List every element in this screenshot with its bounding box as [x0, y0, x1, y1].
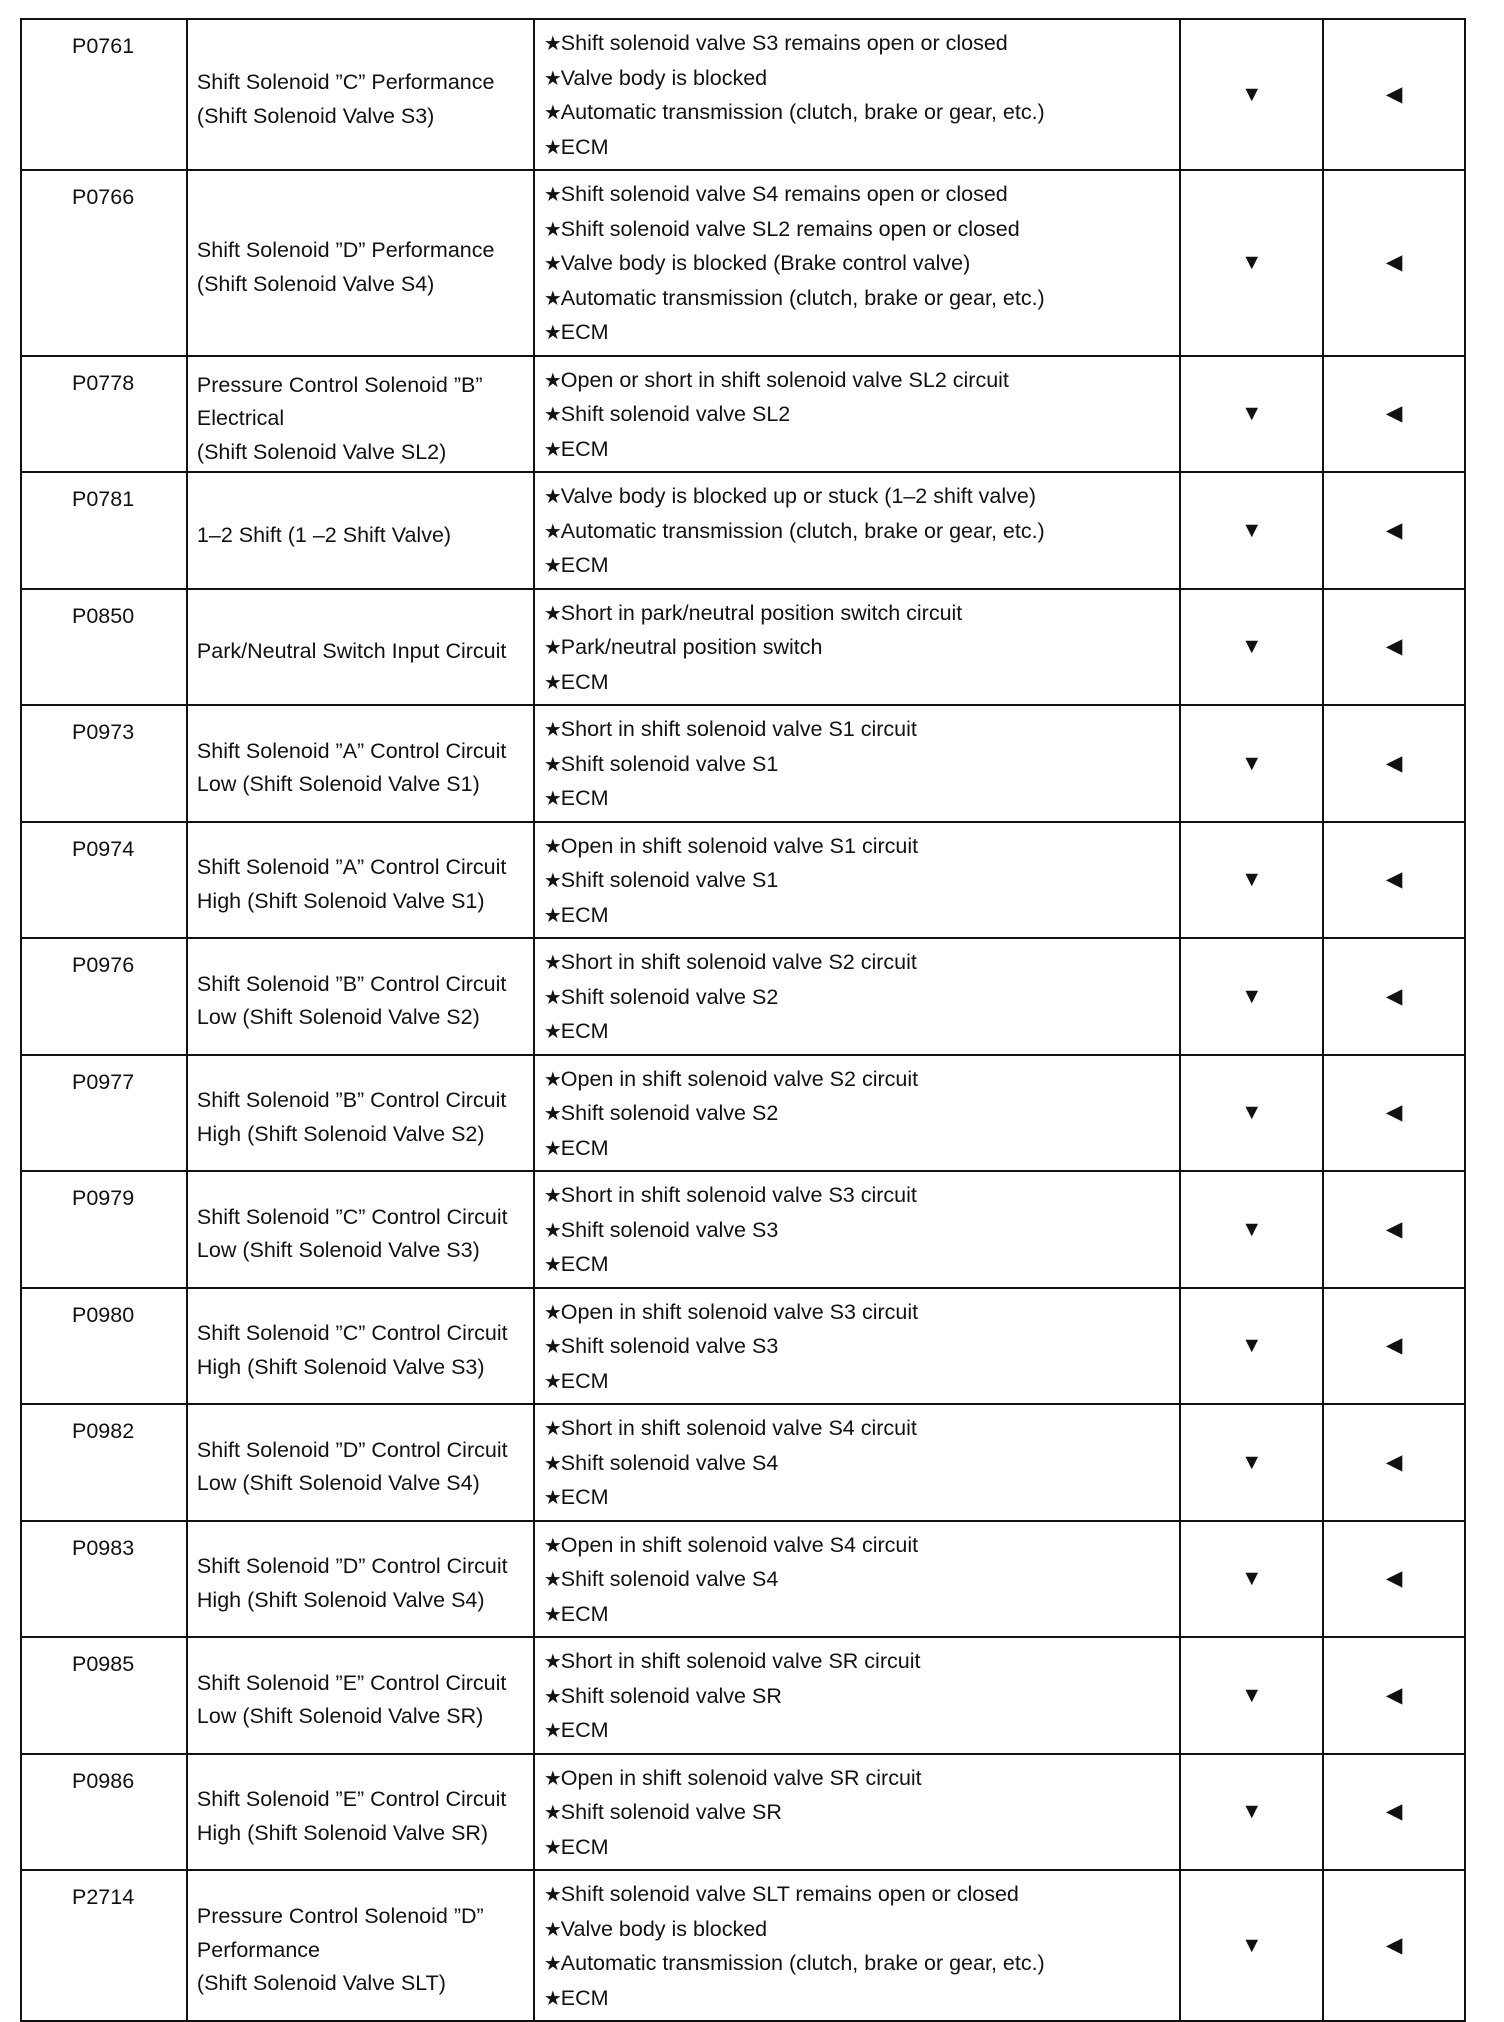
down-triangle-icon: ▼ [1180, 705, 1323, 822]
trouble-area-item [544, 515, 1174, 550]
star-icon: ★ [543, 555, 558, 577]
star-icon: ★ [543, 253, 558, 275]
star-icon: ★ [543, 1185, 558, 1207]
trouble-area-item [544, 631, 1174, 666]
left-triangle-icon: ◀ [1323, 1754, 1465, 1871]
star-icon: ★ [543, 1569, 558, 1591]
trouble-area-item [544, 549, 1174, 584]
star-icon: ★ [543, 1254, 558, 1276]
star-icon: ★ [543, 33, 558, 55]
star-icon: ★ [543, 102, 558, 124]
trouble-area-text: Automatic transmission (clutch, brake or gear, etc.) [560, 100, 1045, 124]
trouble-area [534, 589, 1181, 706]
trouble-area-text: Shift solenoid valve SR [560, 1800, 782, 1824]
dtc-code: P0979 [21, 1171, 187, 1288]
detection-item-line: Pressure Control Solenoid ”B” [196, 372, 483, 397]
star-icon: ★ [543, 1137, 558, 1160]
trouble-area-item [544, 830, 1174, 865]
left-triangle-icon: ◀ [1323, 1288, 1465, 1405]
trouble-area [534, 1171, 1181, 1288]
star-icon: ★ [543, 1720, 558, 1742]
trouble-area [534, 1754, 1181, 1871]
star-icon: ★ [543, 1534, 558, 1557]
trouble-area-text: Shift solenoid valve S1 [560, 868, 779, 892]
trouble-area-item [544, 748, 1174, 783]
trouble-area-text: ECM [560, 320, 609, 344]
left-triangle-icon: ◀ [1323, 822, 1465, 939]
detection-item-line: Shift Solenoid ”A” Control Circuit [196, 855, 507, 880]
down-triangle-icon: ▼ [1180, 1404, 1323, 1521]
trouble-area-text: Short in shift solenoid valve S4 circuit [560, 1416, 917, 1440]
star-icon: ★ [543, 1918, 558, 1941]
left-triangle-icon: ◀ [1323, 170, 1465, 356]
star-icon: ★ [543, 404, 558, 426]
trouble-area-item [544, 62, 1174, 97]
dtc-code: P0974 [21, 822, 187, 939]
trouble-area-text: ECM [560, 134, 609, 159]
detection-item [187, 472, 534, 589]
star-icon: ★ [543, 1487, 558, 1509]
trouble-area-item [544, 1015, 1174, 1050]
trouble-area-item [544, 597, 1174, 632]
trouble-area-text: Automatic transmission (clutch, brake or gear, etc.) [560, 1951, 1045, 1975]
trouble-area-text: Open in shift solenoid valve S4 circuit [560, 1532, 919, 1557]
trouble-area-text: ECM [560, 553, 609, 577]
trouble-area-text: ECM [560, 1019, 609, 1043]
detection-item-line: 1–2 Shift (1 –2 Shift Valve) [196, 522, 452, 547]
trouble-area-item [544, 1831, 1174, 1866]
trouble-area-item [544, 1947, 1174, 1982]
table-row [21, 170, 1465, 356]
trouble-area-text: ECM [560, 1135, 609, 1160]
detection-item-line: Low (Shift Solenoid Valve S1) [196, 772, 480, 797]
dtc-code: P0977 [21, 1055, 187, 1172]
trouble-area-text: Short in shift solenoid valve S1 circuit [560, 717, 917, 741]
star-icon: ★ [543, 719, 558, 741]
detection-item [187, 1404, 534, 1521]
trouble-area-text: Shift solenoid valve S2 [560, 984, 779, 1009]
detection-item-line: High (Shift Solenoid Valve S1) [196, 888, 485, 913]
detection-item-line: High (Shift Solenoid Valve S3) [196, 1354, 485, 1379]
detection-item [187, 19, 534, 170]
trouble-area-item [544, 131, 1174, 166]
detection-item-line: Shift Solenoid ”E” Control Circuit [196, 1670, 507, 1695]
star-icon: ★ [543, 952, 558, 974]
trouble-area-item [544, 1796, 1174, 1831]
detection-item [187, 705, 534, 822]
detection-item [187, 170, 534, 356]
trouble-area-item [544, 27, 1174, 62]
table-row [21, 1288, 1465, 1405]
trouble-area-item [544, 1179, 1174, 1214]
detection-item-line: Shift Solenoid ”D” Performance [196, 238, 495, 263]
star-icon: ★ [543, 486, 558, 508]
star-icon: ★ [543, 1953, 558, 1975]
star-icon: ★ [543, 1884, 558, 1906]
detection-item-line: Shift Solenoid ”B” Control Circuit [196, 1088, 507, 1113]
trouble-area-text: Automatic transmission (clutch, brake or gear, etc.) [560, 518, 1045, 543]
trouble-area-item [544, 713, 1174, 748]
star-icon: ★ [543, 1370, 558, 1393]
down-triangle-icon: ▼ [1180, 1870, 1323, 2021]
down-triangle-icon: ▼ [1180, 1288, 1323, 1405]
trouble-area-item [544, 316, 1174, 351]
detection-item [187, 1754, 534, 1871]
star-icon: ★ [543, 637, 558, 659]
trouble-area-text: Valve body is blocked [560, 1916, 768, 1941]
star-icon: ★ [543, 602, 558, 625]
detection-item [187, 1521, 534, 1638]
trouble-area-item [544, 1248, 1174, 1283]
star-icon: ★ [543, 1452, 558, 1475]
trouble-area-item [544, 1680, 1174, 1715]
table-row [21, 356, 1465, 473]
left-triangle-icon: ◀ [1323, 19, 1465, 170]
detection-item-line: Performance [196, 1937, 320, 1962]
trouble-area-item [544, 1563, 1174, 1598]
trouble-area-text: Shift solenoid valve S1 [560, 751, 779, 776]
dtc-table [20, 18, 1466, 2022]
trouble-area [534, 1637, 1181, 1754]
table-row [21, 938, 1465, 1055]
star-icon: ★ [543, 136, 558, 159]
table-row [21, 1055, 1465, 1172]
table-row [21, 589, 1465, 706]
detection-item-line: Low (Shift Solenoid Valve S3) [196, 1238, 480, 1263]
trouble-area [534, 1055, 1181, 1172]
detection-item [187, 1171, 534, 1288]
trouble-area-item [544, 1714, 1174, 1749]
left-triangle-icon: ◀ [1323, 705, 1465, 822]
trouble-area-item [544, 1598, 1174, 1633]
detection-item-line: High (Shift Solenoid Valve S4) [196, 1587, 485, 1612]
trouble-area-text: ECM [560, 1368, 609, 1393]
star-icon: ★ [543, 1603, 558, 1626]
trouble-area-text: Shift solenoid valve SR [560, 1683, 782, 1708]
detection-item [187, 589, 534, 706]
trouble-area-text: Shift solenoid valve SLT remains open or closed [560, 1882, 1019, 1906]
trouble-area [534, 1870, 1181, 2021]
trouble-area-item [544, 1214, 1174, 1249]
table-row [21, 1870, 1465, 2021]
trouble-area-item [544, 981, 1174, 1016]
trouble-area-item [544, 1645, 1174, 1680]
trouble-area-text: Valve body is blocked up or stuck (1–2 shift valve) [560, 484, 1036, 508]
trouble-area [534, 1521, 1181, 1638]
detection-item-line: High (Shift Solenoid Valve S2) [196, 1121, 485, 1146]
detection-item-line: High (Shift Solenoid Valve SR) [196, 1820, 489, 1845]
dtc-code: P0980 [21, 1288, 187, 1405]
trouble-area-item [544, 1097, 1174, 1132]
trouble-area-item [544, 1762, 1174, 1797]
trouble-area-text: Shift solenoid valve S3 [560, 1217, 779, 1242]
detection-item [187, 1870, 534, 2021]
trouble-area [534, 705, 1181, 822]
detection-item-line: (Shift Solenoid Valve SLT) [196, 1971, 446, 1996]
star-icon: ★ [543, 1685, 558, 1708]
trouble-area-text: ECM [560, 786, 609, 810]
detection-item-line: Shift Solenoid ”E” Control Circuit [196, 1787, 507, 1812]
down-triangle-icon: ▼ [1180, 170, 1323, 356]
trouble-area-text: Park/neutral position switch [560, 635, 823, 659]
detection-item-line: Low (Shift Solenoid Valve S4) [196, 1471, 480, 1496]
trouble-area-item [544, 1913, 1174, 1948]
table-row [21, 472, 1465, 589]
trouble-area-text: ECM [560, 1718, 609, 1742]
star-icon: ★ [543, 520, 558, 543]
star-icon: ★ [543, 438, 558, 461]
trouble-area-item [544, 1529, 1174, 1564]
table-row [21, 1171, 1465, 1288]
trouble-area [534, 356, 1181, 473]
dtc-code: P0766 [21, 170, 187, 356]
trouble-area-text: Shift solenoid valve S3 [560, 1334, 779, 1358]
star-icon: ★ [543, 788, 558, 810]
trouble-area-text: Valve body is blocked [560, 65, 768, 90]
trouble-area-text: Shift solenoid valve SL2 remains open or closed [560, 216, 1020, 241]
trouble-area-item [544, 1063, 1174, 1098]
star-icon: ★ [543, 1103, 558, 1125]
dtc-code: P0985 [21, 1637, 187, 1754]
trouble-area-item [544, 1330, 1174, 1365]
table-row [21, 822, 1465, 939]
star-icon: ★ [543, 67, 558, 90]
down-triangle-icon: ▼ [1180, 589, 1323, 706]
detection-item [187, 1055, 534, 1172]
trouble-area-text: Shift solenoid valve S4 [560, 1450, 779, 1475]
trouble-area-item [544, 364, 1174, 399]
star-icon: ★ [543, 1418, 558, 1440]
detection-item-line: Pressure Control Solenoid ”D” [196, 1904, 484, 1929]
trouble-area-text: ECM [560, 1485, 609, 1509]
trouble-area [534, 1404, 1181, 1521]
trouble-area-text: Shift solenoid valve SL2 [560, 402, 791, 426]
trouble-area-text: Shift solenoid valve S3 remains open or closed [560, 31, 1008, 55]
trouble-area [534, 472, 1181, 589]
down-triangle-icon: ▼ [1180, 1521, 1323, 1638]
trouble-area-item [544, 864, 1174, 899]
trouble-area-text: Open or short in shift solenoid valve SL2 circuit [560, 367, 1009, 392]
trouble-area-item [544, 1447, 1174, 1482]
left-triangle-icon: ◀ [1323, 1870, 1465, 2021]
dtc-code: P0781 [21, 472, 187, 589]
dtc-table-body [21, 19, 1465, 2021]
trouble-area-text: Short in shift solenoid valve S3 circuit [560, 1183, 917, 1207]
trouble-area-text: ECM [560, 1252, 609, 1276]
trouble-area-text: Shift solenoid valve S2 [560, 1101, 779, 1125]
dtc-code: P0850 [21, 589, 187, 706]
trouble-area-text: Automatic transmission (clutch, brake or gear, etc.) [560, 285, 1045, 310]
trouble-area-item [544, 1296, 1174, 1331]
table-row [21, 1637, 1465, 1754]
dtc-code: P0778 [21, 356, 187, 473]
table-row [21, 1404, 1465, 1521]
table-row [21, 1754, 1465, 1871]
star-icon: ★ [543, 671, 558, 694]
trouble-area-text: Valve body is blocked (Brake control valve) [560, 251, 971, 275]
detection-item [187, 938, 534, 1055]
trouble-area-item [544, 398, 1174, 433]
down-triangle-icon: ▼ [1180, 1754, 1323, 1871]
trouble-area-text: Shift solenoid valve S4 [560, 1567, 779, 1591]
star-icon: ★ [543, 1219, 558, 1242]
dtc-code: P0973 [21, 705, 187, 822]
star-icon: ★ [543, 184, 558, 206]
trouble-area-text: Open in shift solenoid valve SR circuit [560, 1765, 922, 1790]
trouble-area-item [544, 247, 1174, 282]
down-triangle-icon: ▼ [1180, 822, 1323, 939]
star-icon: ★ [543, 1802, 558, 1824]
trouble-area-text: ECM [560, 1601, 609, 1626]
trouble-area [534, 170, 1181, 356]
left-triangle-icon: ◀ [1323, 1171, 1465, 1288]
left-triangle-icon: ◀ [1323, 1055, 1465, 1172]
star-icon: ★ [543, 835, 558, 858]
trouble-area-item [544, 213, 1174, 248]
down-triangle-icon: ▼ [1180, 19, 1323, 170]
left-triangle-icon: ◀ [1323, 356, 1465, 473]
trouble-area [534, 1288, 1181, 1405]
detection-item [187, 822, 534, 939]
down-triangle-icon: ▼ [1180, 1171, 1323, 1288]
trouble-area-item [544, 433, 1174, 468]
left-triangle-icon: ◀ [1323, 589, 1465, 706]
table-row [21, 1521, 1465, 1638]
trouble-area-item [544, 480, 1174, 515]
trouble-area-item [544, 899, 1174, 934]
star-icon: ★ [543, 904, 558, 927]
table-row [21, 705, 1465, 822]
trouble-area-text: Short in shift solenoid valve SR circuit [560, 1649, 921, 1673]
detection-item [187, 1288, 534, 1405]
detection-item-line: Electrical [196, 406, 285, 430]
trouble-area-item [544, 96, 1174, 131]
detection-item [187, 1637, 534, 1754]
down-triangle-icon: ▼ [1180, 356, 1323, 473]
down-triangle-icon: ▼ [1180, 472, 1323, 589]
dtc-code: P0976 [21, 938, 187, 1055]
detection-item [187, 356, 534, 473]
trouble-area [534, 19, 1181, 170]
detection-item-line: Shift Solenoid ”C” Control Circuit [196, 1204, 508, 1229]
detection-item-line: (Shift Solenoid Valve S3) [196, 103, 435, 128]
trouble-area-text: Short in park/neutral position switch circuit [560, 600, 963, 625]
star-icon: ★ [543, 986, 558, 1009]
trouble-area-item [544, 1878, 1174, 1913]
left-triangle-icon: ◀ [1323, 472, 1465, 589]
detection-item-line: Shift Solenoid ”C” Performance [196, 70, 495, 94]
trouble-area [534, 822, 1181, 939]
dtc-code: P0982 [21, 1404, 187, 1521]
dtc-code: P0986 [21, 1754, 187, 1871]
left-triangle-icon: ◀ [1323, 1637, 1465, 1754]
trouble-area-text: Open in shift solenoid valve S2 circuit [560, 1066, 919, 1091]
trouble-area-item [544, 666, 1174, 701]
star-icon: ★ [543, 1987, 558, 2010]
trouble-area-item [544, 282, 1174, 317]
trouble-area-text: Short in shift solenoid valve S2 circuit [560, 950, 917, 974]
trouble-area-text: Open in shift solenoid valve S1 circuit [560, 833, 919, 858]
detection-item-line: Park/Neutral Switch Input Circuit [196, 639, 507, 663]
detection-item-line: (Shift Solenoid Valve S4) [196, 271, 435, 296]
down-triangle-icon: ▼ [1180, 1055, 1323, 1172]
trouble-area [534, 938, 1181, 1055]
trouble-area-text: ECM [560, 1834, 609, 1859]
trouble-area-text: Open in shift solenoid valve S3 circuit [560, 1299, 919, 1324]
star-icon: ★ [543, 1767, 558, 1790]
star-icon: ★ [543, 369, 558, 392]
dtc-code: P0761 [21, 19, 187, 170]
star-icon: ★ [543, 1068, 558, 1091]
trouble-area-text: Shift solenoid valve S4 remains open or closed [560, 182, 1008, 206]
trouble-area-text: ECM [560, 436, 609, 461]
star-icon: ★ [543, 1336, 558, 1358]
dtc-code: P0983 [21, 1521, 187, 1638]
detection-item-line: Shift Solenoid ”D” Control Circuit [196, 1437, 508, 1462]
trouble-area-item [544, 1412, 1174, 1447]
detection-item-line: Shift Solenoid ”D” Control Circuit [196, 1554, 508, 1579]
detection-item-line: (Shift Solenoid Valve SL2) [196, 439, 447, 464]
trouble-area-item [544, 1481, 1174, 1516]
down-triangle-icon: ▼ [1180, 1637, 1323, 1754]
left-triangle-icon: ◀ [1323, 938, 1465, 1055]
star-icon: ★ [543, 218, 558, 241]
dtc-code: P2714 [21, 1870, 187, 2021]
star-icon: ★ [543, 1836, 558, 1859]
detection-item-line: Low (Shift Solenoid Valve SR) [196, 1704, 484, 1729]
trouble-area-item [544, 782, 1174, 817]
trouble-area-item [544, 178, 1174, 213]
star-icon: ★ [543, 753, 558, 776]
trouble-area-item [544, 946, 1174, 981]
trouble-area-text: ECM [560, 902, 609, 927]
star-icon: ★ [543, 1651, 558, 1673]
star-icon: ★ [543, 322, 558, 344]
detection-item-line: Shift Solenoid ”B” Control Circuit [196, 971, 507, 996]
trouble-area-item [544, 1365, 1174, 1400]
star-icon: ★ [543, 1021, 558, 1043]
star-icon: ★ [543, 1301, 558, 1324]
trouble-area-text: ECM [560, 1985, 609, 2010]
star-icon: ★ [543, 287, 558, 310]
left-triangle-icon: ◀ [1323, 1521, 1465, 1638]
detection-item-line: Shift Solenoid ”A” Control Circuit [196, 738, 507, 763]
detection-item-line: Shift Solenoid ”C” Control Circuit [196, 1321, 508, 1346]
star-icon: ★ [543, 870, 558, 892]
trouble-area-item [544, 1982, 1174, 2017]
left-triangle-icon: ◀ [1323, 1404, 1465, 1521]
table-row [21, 19, 1465, 170]
detection-item-line: Low (Shift Solenoid Valve S2) [196, 1005, 480, 1030]
trouble-area-item [544, 1132, 1174, 1167]
trouble-area-text: ECM [560, 669, 609, 694]
down-triangle-icon: ▼ [1180, 938, 1323, 1055]
